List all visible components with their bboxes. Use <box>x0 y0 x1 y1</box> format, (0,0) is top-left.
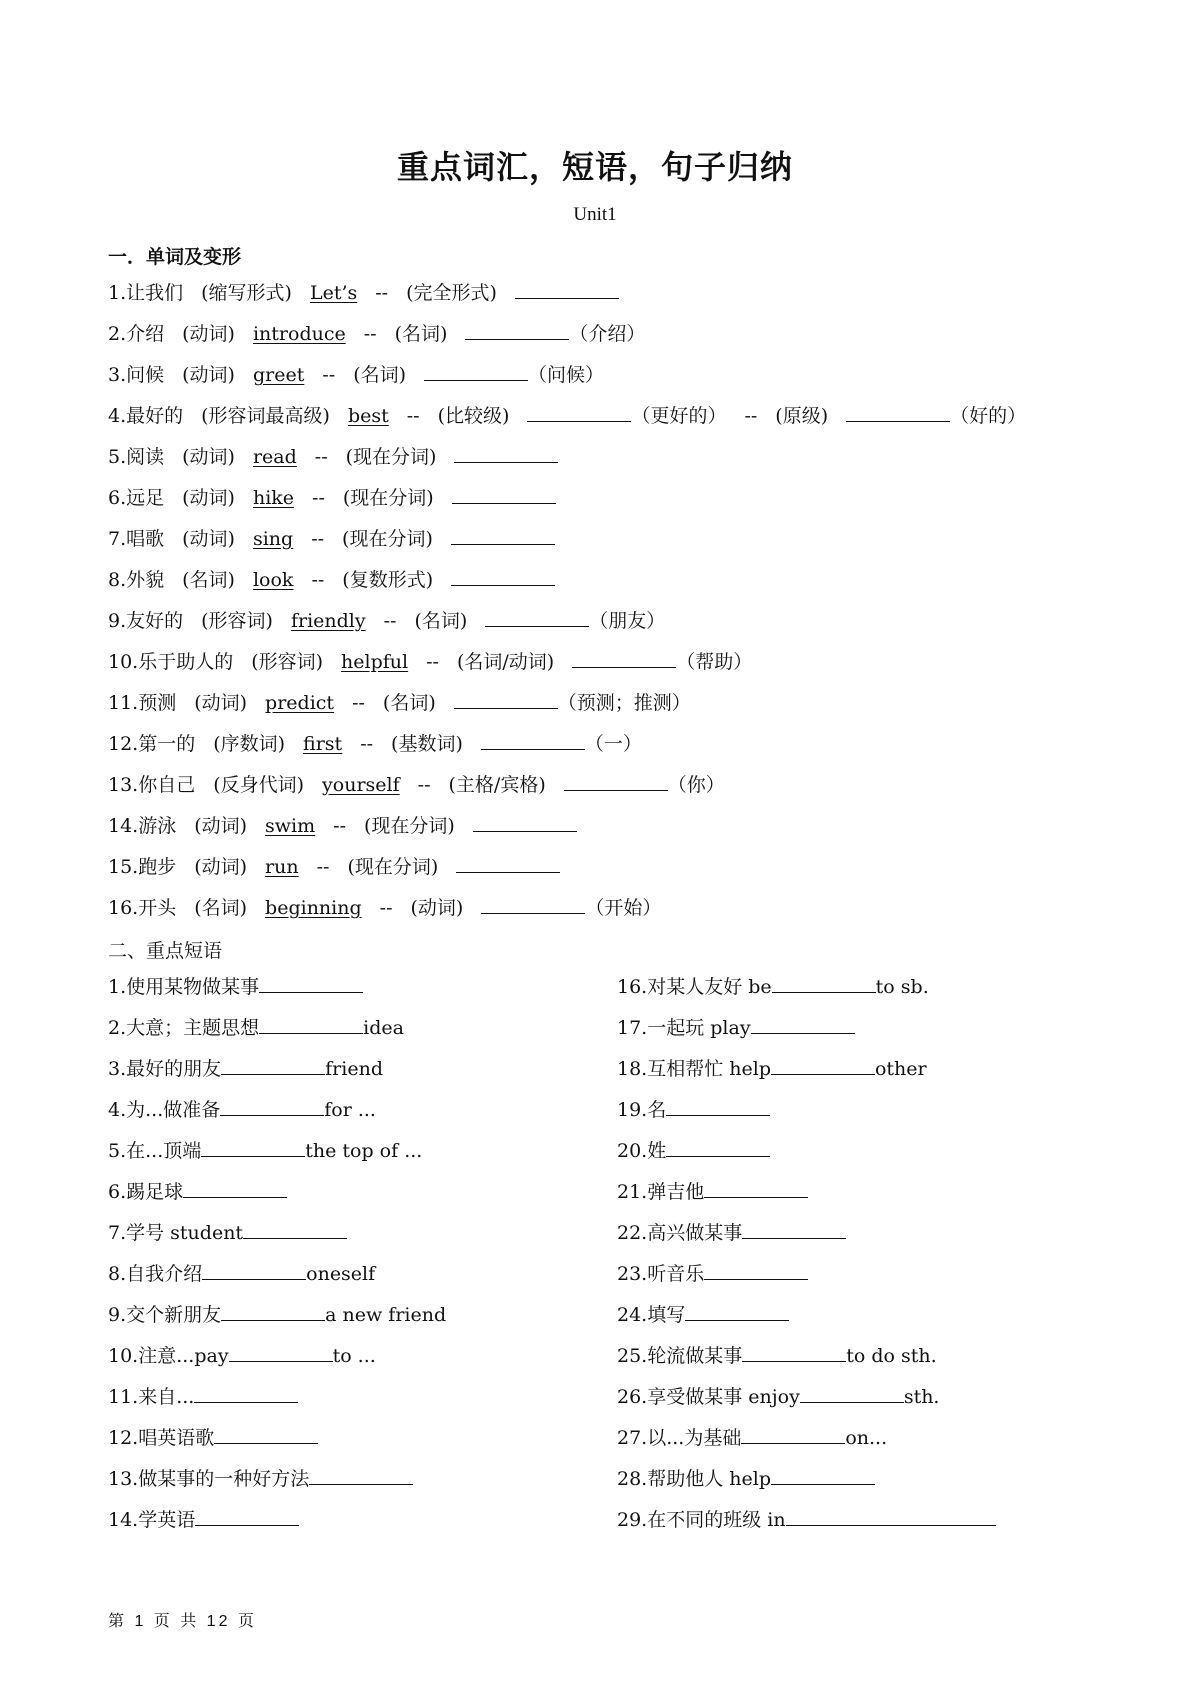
answer-blank[interactable] <box>666 1138 770 1157</box>
item-word: look <box>252 569 294 591</box>
phrase-label: 7.学号 student <box>108 1222 244 1244</box>
item-separator: -- <box>417 774 431 796</box>
item-target-form: (原级) <box>775 405 829 427</box>
word-item <box>108 362 604 387</box>
answer-blank[interactable] <box>564 772 668 791</box>
phrase-item <box>617 1343 937 1368</box>
item-separator: -- <box>375 282 389 304</box>
item-target-form: (现在分词) <box>342 528 433 550</box>
phrase-item <box>617 1056 927 1081</box>
word-item <box>108 403 1026 428</box>
phrase-item <box>108 1261 375 1286</box>
phrase-label: 1.使用某物做某事 <box>108 976 260 998</box>
item-label: 6.远足 <box>108 487 165 509</box>
phrase-item <box>617 1384 939 1409</box>
item-word: first <box>303 733 343 755</box>
item-separator: -- <box>360 733 374 755</box>
phrase-label: 27.以...为基础 <box>617 1427 742 1449</box>
item-label: 13.你自己 <box>108 774 196 796</box>
phrase-item <box>108 1302 446 1327</box>
item-target-form: (现在分词) <box>345 446 437 468</box>
phrase-item <box>617 1015 855 1040</box>
item-hint: （朋友） <box>589 610 666 632</box>
answer-blank[interactable] <box>771 1466 875 1485</box>
item-label: 7.唱歌 <box>108 528 165 550</box>
item-hint: （预测；推测） <box>557 692 691 714</box>
phrase-label: 16.对某人友好 be <box>617 976 772 998</box>
phrase-item <box>108 1015 404 1040</box>
phrase-suffix: friend <box>325 1058 383 1080</box>
item-target-form: (基数词) <box>391 733 463 755</box>
item-label: 12.第一的 <box>108 733 196 755</box>
answer-blank[interactable] <box>451 526 555 545</box>
item-pos: (形容词最高级) <box>201 405 330 427</box>
item-label: 5.阅读 <box>108 446 165 468</box>
answer-blank[interactable] <box>214 1425 318 1444</box>
phrase-label: 18.互相帮忙 help <box>617 1058 771 1080</box>
phrase-label: 24.填写 <box>617 1304 686 1326</box>
item-separator: -- <box>333 815 346 837</box>
word-item <box>108 813 577 838</box>
phrase-label: 10.注意...pay <box>108 1345 229 1367</box>
item-separator: -- <box>311 569 325 591</box>
answer-blank[interactable] <box>515 280 619 299</box>
item-separator: -- <box>311 528 325 550</box>
item-hint: （问候） <box>528 364 605 386</box>
item-pos: (形容词) <box>201 610 273 632</box>
item-pos: (动词) <box>182 364 235 386</box>
item-target-form: (现在分词) <box>347 856 439 878</box>
phrase-label: 28.帮助他人 help <box>617 1468 771 1490</box>
answer-blank[interactable] <box>772 974 876 993</box>
answer-blank[interactable] <box>742 1343 846 1362</box>
answer-blank[interactable] <box>786 1507 996 1526</box>
answer-blank[interactable] <box>685 1302 789 1321</box>
item-pos: (名词) <box>194 897 248 919</box>
phrase-suffix: idea <box>363 1017 404 1039</box>
item-separator: -- <box>383 610 397 632</box>
phrase-suffix: to ... <box>332 1345 376 1367</box>
phrase-item <box>108 1056 383 1081</box>
answer-blank[interactable] <box>454 444 558 463</box>
item-pos: (动词) <box>194 815 248 837</box>
item-label: 11.预测 <box>108 692 177 714</box>
phrase-item <box>108 1507 299 1532</box>
phrase-suffix: to do sth. <box>846 1345 937 1367</box>
phrase-label: 12.唱英语歌 <box>108 1427 215 1449</box>
answer-blank[interactable] <box>771 1056 875 1075</box>
item-pos: (动词) <box>194 692 248 714</box>
answer-blank[interactable] <box>452 485 556 504</box>
answer-blank[interactable] <box>846 403 950 422</box>
item-word: helpful <box>341 651 409 673</box>
answer-blank[interactable] <box>704 1261 808 1280</box>
phrase-suffix: on... <box>845 1427 888 1449</box>
answer-blank[interactable] <box>454 690 558 709</box>
word-item <box>108 772 725 797</box>
item-pos: (动词) <box>182 528 235 550</box>
item-target-form: (现在分词) <box>364 815 455 837</box>
phrase-item <box>617 1138 770 1163</box>
answer-blank[interactable] <box>451 567 555 586</box>
phrase-item <box>617 1425 887 1450</box>
word-item <box>108 731 642 756</box>
item-pos: (动词) <box>194 856 248 878</box>
item-label: 8.外貌 <box>108 569 165 591</box>
item-pos: (动词) <box>182 446 235 468</box>
phrase-item <box>108 1138 422 1163</box>
phrase-label: 29.在不同的班级 in <box>617 1509 786 1531</box>
item-word: yourself <box>322 774 400 796</box>
phrase-suffix: other <box>874 1058 927 1080</box>
answer-blank[interactable] <box>183 1179 287 1198</box>
phrase-label: 22.高兴做某事 <box>617 1222 743 1244</box>
answer-blank[interactable] <box>243 1220 347 1239</box>
item-separator: -- <box>314 446 328 468</box>
phrase-label: 19.名 <box>617 1099 667 1121</box>
item-word: Let’s <box>309 282 358 304</box>
phrase-label: 26.享受做某事 enjoy <box>617 1386 800 1408</box>
phrase-label: 4.为...做准备 <box>108 1099 221 1121</box>
phrase-label: 17.一起玩 play <box>617 1017 751 1039</box>
item-word: predict <box>265 692 335 714</box>
item-pos: (动词) <box>182 487 235 509</box>
item-hint: （好的） <box>950 405 1027 427</box>
item-word: best <box>347 405 389 427</box>
answer-blank[interactable] <box>465 321 569 340</box>
item-target-form: (名词/动词) <box>456 651 555 673</box>
item-target-form: (现在分词) <box>342 487 434 509</box>
phrase-item <box>108 1343 376 1368</box>
phrase-suffix: to sb. <box>875 976 929 998</box>
phrase-label: 6.踢足球 <box>108 1181 184 1203</box>
phrase-label: 5.在...顶端 <box>108 1140 202 1162</box>
item-hint: （一） <box>584 733 642 755</box>
phrase-item <box>108 1097 376 1122</box>
item-separator: -- <box>363 323 377 345</box>
phrase-item <box>108 1179 287 1204</box>
item-pos: (序数词) <box>213 733 286 755</box>
phrase-label: 3.最好的朋友 <box>108 1058 222 1080</box>
answer-blank[interactable] <box>666 1097 770 1116</box>
word-item <box>108 280 619 305</box>
item-word: greet <box>252 364 305 386</box>
item-target-form: (主格/宾格) <box>448 774 546 796</box>
word-item <box>108 690 691 715</box>
answer-blank[interactable] <box>481 731 585 750</box>
answer-blank[interactable] <box>473 813 577 832</box>
item-label: 14.游泳 <box>108 815 177 837</box>
word-item <box>108 649 752 674</box>
phrase-label: 9.交个新朋友 <box>108 1304 222 1326</box>
phrase-item <box>108 1384 298 1409</box>
phrase-label: 11.来自... <box>108 1386 195 1408</box>
item-label: 9.友好的 <box>108 610 184 632</box>
answer-blank[interactable] <box>742 1220 846 1239</box>
word-item <box>108 608 665 633</box>
answer-blank[interactable] <box>456 854 560 873</box>
item-word: friendly <box>290 610 366 632</box>
phrase-label: 14.学英语 <box>108 1509 196 1531</box>
item-word: beginning <box>265 897 362 919</box>
phrase-label: 2.大意；主题思想 <box>108 1017 260 1039</box>
phrase-label: 20.姓 <box>617 1140 667 1162</box>
phrase-item <box>108 1220 347 1245</box>
item-target-form: (名词) <box>394 323 448 345</box>
item-hint: （更好的） <box>631 405 727 427</box>
item-label: 15.跑步 <box>108 856 177 878</box>
item-target-form: (名词) <box>414 610 468 632</box>
item-target-form: (名词) <box>353 364 407 386</box>
item-separator: -- <box>426 651 439 673</box>
item-target-form: (比较级) <box>437 405 510 427</box>
page-title: 重点词汇，短语，句子归纳 <box>396 148 793 186</box>
word-item <box>108 895 661 920</box>
answer-blank[interactable] <box>741 1425 845 1444</box>
item-pos: (缩写形式) <box>201 282 292 304</box>
item-label: 1.让我们 <box>108 282 184 304</box>
item-target-form: (复数形式) <box>342 569 434 591</box>
item-word: swim <box>265 815 316 837</box>
phrase-suffix: for ... <box>324 1099 376 1121</box>
phrase-suffix: oneself <box>306 1263 376 1285</box>
item-pos: (反身代词) <box>213 774 305 796</box>
item-hint: （你） <box>667 774 725 796</box>
phrase-item <box>617 1220 846 1245</box>
phrase-item <box>617 1507 996 1532</box>
word-item <box>108 854 560 879</box>
phrase-item <box>617 974 929 999</box>
phrase-item <box>617 1261 808 1286</box>
item-label: 16.开头 <box>108 897 177 919</box>
phrase-item <box>617 1179 808 1204</box>
item-separator: -- <box>316 856 330 878</box>
answer-blank[interactable] <box>751 1015 855 1034</box>
answer-blank[interactable] <box>259 974 363 993</box>
item-separator: -- <box>322 364 336 386</box>
item-hint: （帮助） <box>676 651 753 673</box>
phrase-item <box>617 1466 875 1491</box>
section1-heading: 一．单词及变形 <box>108 246 242 268</box>
phrase-label: 13.做某事的一种好方法 <box>108 1468 310 1490</box>
item-hint: （开始） <box>585 897 662 919</box>
word-item <box>108 567 555 592</box>
answer-blank[interactable] <box>202 1261 306 1280</box>
phrase-label: 21.弹吉他 <box>617 1181 705 1203</box>
item-pos: (名词) <box>182 569 235 591</box>
phrase-label: 8.自我介绍 <box>108 1263 203 1285</box>
item-target-form: (完全形式) <box>406 282 497 304</box>
item-label: 10.乐于助人的 <box>108 651 234 673</box>
answer-blank[interactable] <box>194 1384 298 1403</box>
section2-heading: 二、重点短语 <box>108 940 223 962</box>
unit-label: Unit1 <box>573 204 617 225</box>
phrase-item <box>108 1425 318 1450</box>
answer-blank[interactable] <box>195 1507 299 1526</box>
answer-blank[interactable] <box>220 1097 324 1116</box>
word-item <box>108 485 556 510</box>
word-item <box>108 526 555 551</box>
answer-blank[interactable] <box>201 1138 305 1157</box>
item-label: 2.介绍 <box>108 323 165 345</box>
item-separator: -- <box>406 405 420 427</box>
item-separator: -- <box>352 692 365 714</box>
answer-blank[interactable] <box>221 1056 325 1075</box>
answer-blank[interactable] <box>424 362 528 381</box>
answer-blank[interactable] <box>309 1466 413 1485</box>
item-pos: (动词) <box>182 323 235 345</box>
answer-blank[interactable] <box>572 649 676 668</box>
answer-blank[interactable] <box>527 403 631 422</box>
answer-blank[interactable] <box>800 1384 904 1403</box>
item-separator: -- <box>312 487 325 509</box>
item-word: sing <box>252 528 294 550</box>
answer-blank[interactable] <box>259 1015 363 1034</box>
phrase-suffix: a new friend <box>325 1304 447 1326</box>
phrase-item <box>617 1302 789 1327</box>
phrase-item <box>617 1097 770 1122</box>
item-word: introduce <box>252 323 346 345</box>
answer-blank[interactable] <box>229 1343 333 1362</box>
item-pos: (形容词) <box>251 651 324 673</box>
item-word: run <box>265 856 299 878</box>
word-item <box>108 444 558 469</box>
phrase-suffix: the top of ... <box>305 1140 423 1162</box>
item-label: 3.问候 <box>108 364 165 386</box>
item-target-form: (名词) <box>382 692 436 714</box>
page-footer: 第 1 页 共 12 页 <box>108 1613 257 1630</box>
item-word: hike <box>252 487 295 509</box>
item-label: 4.最好的 <box>108 405 184 427</box>
word-item <box>108 321 645 346</box>
phrase-label: 25.轮流做某事 <box>617 1345 743 1367</box>
item-word: read <box>252 446 297 468</box>
item-hint: （介绍） <box>569 323 646 345</box>
item-separator: -- <box>744 405 758 427</box>
phrase-suffix: sth. <box>903 1386 940 1408</box>
phrase-label: 23.听音乐 <box>617 1263 705 1285</box>
answer-blank[interactable] <box>221 1302 325 1321</box>
answer-blank[interactable] <box>485 608 589 627</box>
phrase-item <box>108 1466 413 1491</box>
answer-blank[interactable] <box>481 895 585 914</box>
phrase-item <box>108 974 363 999</box>
item-separator: -- <box>379 897 393 919</box>
answer-blank[interactable] <box>704 1179 808 1198</box>
item-target-form: (动词) <box>410 897 464 919</box>
